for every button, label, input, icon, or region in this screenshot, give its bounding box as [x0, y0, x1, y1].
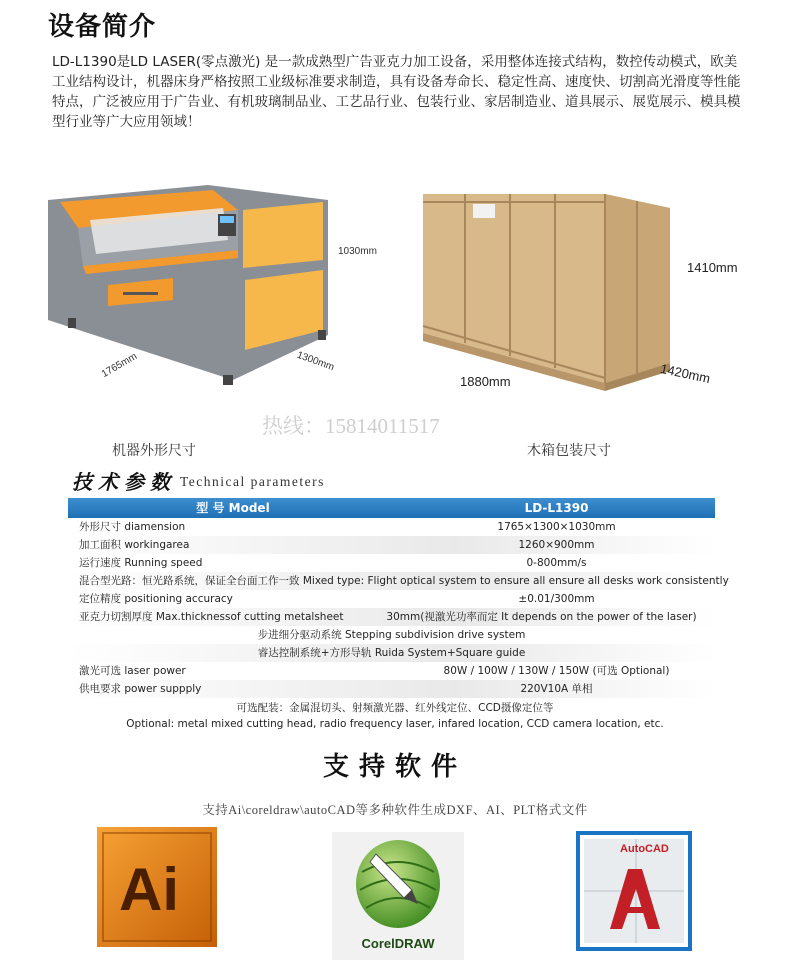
machine-image	[38, 180, 377, 390]
machine-width-label: 1300mm	[295, 349, 336, 374]
table-row	[68, 644, 715, 662]
spec-header-value: LD-L1390	[524, 501, 589, 515]
table-row	[68, 536, 715, 554]
spec-table	[68, 498, 729, 698]
autocad-logo-icon	[576, 831, 692, 951]
spec-value: 1260×900mm	[518, 539, 595, 551]
spec-label: 激光可选 laser power	[79, 665, 186, 677]
table-row	[68, 608, 715, 626]
spec-label: 供电要求 power suppply	[79, 683, 202, 695]
coreldraw-logo-text: CorelDRAW	[361, 936, 435, 951]
spec-label: 亚克力切割厚度 Max.thicknessof cutting metalsheet	[79, 611, 344, 623]
software-title: 支持软件	[322, 752, 467, 782]
optional-cn: 可选配装：金属混切头、射频激光器、红外线定位、CCD摄像定位等	[236, 702, 554, 714]
spec-full-text: 混合型光路：恒光路系统，保证全台面工作一致 Mixed type: Flight optical system to ensure all ensure all desks work consistently	[79, 575, 729, 587]
spec-value: 0-800mm/s	[526, 557, 587, 569]
table-row	[68, 662, 715, 680]
spec-value: 1765×1300×1030mm	[497, 521, 616, 533]
table-row	[68, 554, 715, 572]
spec-value: 220V10A 单相	[520, 683, 593, 695]
hotline-watermark: 热线：15814011517	[262, 414, 440, 438]
crate-length-label: 1880mm	[460, 374, 511, 389]
tech-title-cn: 技术参数	[72, 470, 176, 494]
spec-label: 加工面积 workingarea	[79, 539, 190, 551]
table-row	[68, 572, 729, 590]
spec-label: 运行速度 Running speed	[79, 557, 203, 569]
spec-header-label: 型 号 Model	[196, 501, 270, 515]
optional-en: Optional: metal mixed cutting head, radio frequency laser, infared location, CCD camera location, etc.	[126, 718, 664, 730]
table-row	[68, 518, 715, 536]
software-description: 支持Ai\coreldraw\autoCAD等多种软件生成DXF、AI、PLT格式文件	[202, 803, 588, 817]
crate-height-label: 1410mm	[687, 260, 738, 275]
machine-length-label: 1765mm	[99, 351, 140, 380]
coreldraw-logo-icon	[332, 832, 464, 960]
crate-caption: 木箱包装尺寸	[527, 444, 611, 459]
illustrator-logo-icon	[97, 827, 217, 947]
crate-width-label: 1420mm	[658, 360, 712, 387]
spec-value: 30mm(视激光功率而定 It depends on the power of the laser)	[386, 611, 697, 623]
machine-height-label: 1030mm	[338, 246, 377, 257]
intro-paragraph: LD-L1390是LD LASER(零点激光) 是一款成熟型广告亚克力加工设备，采用整体连接式结构，数控传动模式，欧美工业结构设计，机器床身严格按照工业级标准要求制造，具有设备寿命长、稳定性高、速度快、切割高光滑度等性能特点，广泛被应用于广告业、有机玻璃制品业、工艺品行业、包装行业、家居制造业、道具展示、展览展示、模具模型行业等广大应用领域！	[52, 54, 741, 130]
spec-center-text: 步进细分驱动系统 Stepping subdivision drive system	[257, 629, 526, 641]
table-row	[68, 680, 715, 698]
spec-label: 外形尺寸 diamension	[79, 521, 186, 533]
crate-image	[415, 188, 738, 393]
spec-value: ±0.01/300mm	[518, 593, 595, 605]
spec-header-row	[68, 498, 715, 518]
table-row	[68, 626, 715, 644]
table-row	[68, 590, 715, 608]
tech-title-en: Technical parameters	[180, 474, 325, 489]
page-title: 设备简介	[48, 12, 157, 42]
illustrator-logo-text: Ai	[119, 856, 179, 923]
spec-label: 定位精度 positioning accuracy	[79, 593, 233, 605]
spec-value: 80W / 100W / 130W / 150W (可选 Optional)	[443, 665, 670, 677]
machine-caption: 机器外形尺寸	[112, 444, 196, 459]
spec-center-text: 睿达控制系统+方形导轨 Ruida System+Square guide	[257, 647, 526, 659]
autocad-logo-text: AutoCAD	[620, 843, 669, 855]
